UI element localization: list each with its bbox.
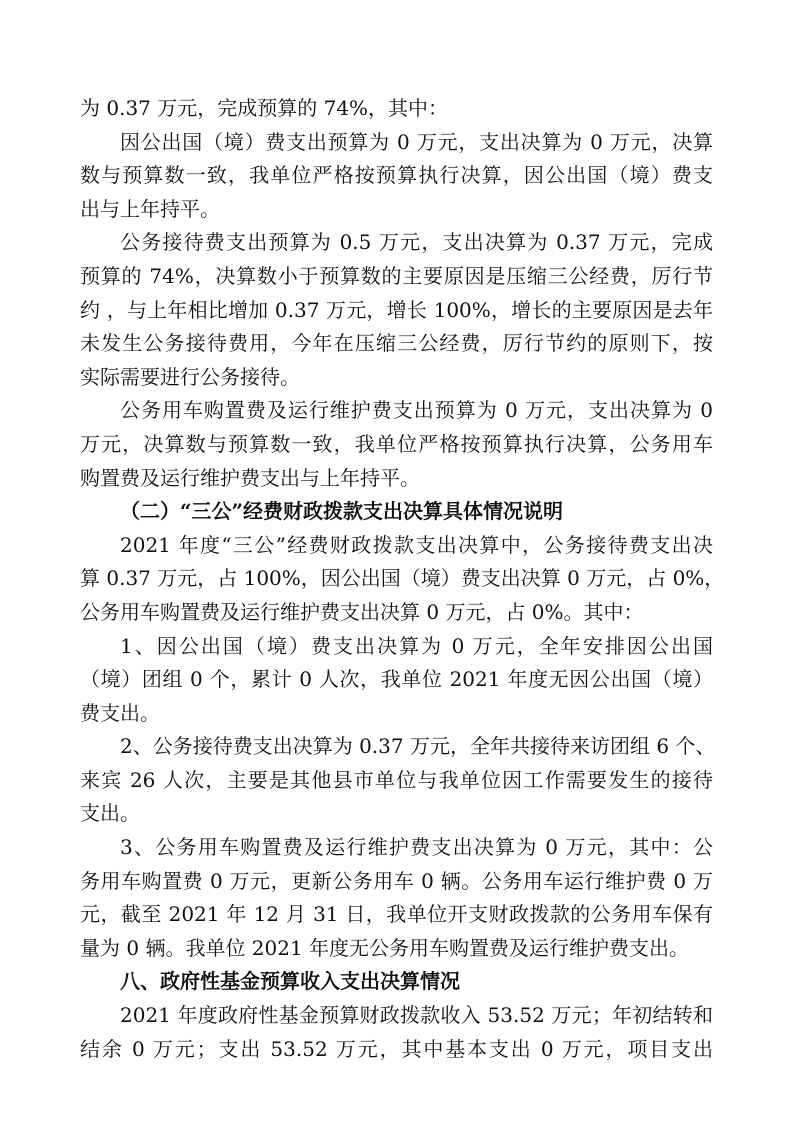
paragraph (80, 630, 713, 731)
text-line: 量为 0 辆。我单位 2021 年度无公务用车购置费及运行维护费支出。 (80, 935, 690, 960)
text-line: 数与预算数一致，我单位严格按预算执行决算，因公出国（境）费支 (80, 163, 713, 188)
text-line: 务用车购置费 0 万元，更新公务用车 0 辆。公务用车运行维护费 0 万 (80, 868, 713, 893)
text-line: 2、公务接待费支出决算为 0.37 万元，全年共接待来访团组 6 个、 (120, 734, 716, 759)
text-line: 购置费及运行维护费支出与上年持平。 (80, 465, 420, 490)
text-line: 结余 0 万元；支出 53.52 万元，其中基本支出 0 万元，项目支出 (80, 1036, 713, 1061)
paragraph (80, 226, 713, 394)
text-line: 万元，决算数与预算数一致，我单位严格按预算执行决算，公务用车 (80, 431, 713, 456)
text-line: 1、因公出国（境）费支出决算为 0 万元，全年安排因公出国 (120, 633, 713, 658)
text-line: 出与上年持平。 (80, 196, 220, 221)
paragraph (80, 126, 713, 227)
text-line: 来宾 26 人次，主要是其他县市单位与我单位因工作需要发生的接待 (80, 767, 713, 792)
paragraph (80, 92, 713, 126)
text-line: 为 0.37 万元，完成预算的 74%，其中： (80, 96, 449, 120)
paragraph (80, 529, 725, 630)
text-line: 3、公务用车购置费及运行维护费支出决算为 0 万元，其中：公 (120, 835, 713, 860)
section-heading (80, 965, 713, 999)
paragraph (80, 831, 713, 965)
text-line: （境）团组 0 个，累计 0 人次，我单位 2021 年度无因公出国（境） (80, 667, 713, 692)
text-line: 费支出。 (80, 700, 160, 725)
text-line: 公务用车购置费及运行维护费支出决算 0 万元，占 0%。其中： (80, 599, 644, 624)
paragraph (80, 999, 713, 1066)
text-line: 实际需要进行公务接待。 (80, 364, 300, 389)
text-line: 公务接待费支出预算为 0.5 万元，支出决算为 0.37 万元，完成 (120, 230, 713, 255)
text-line: 算 0.37 万元，占 100%，因公出国（境）费支出决算 0 万元，占 0%， (80, 566, 725, 591)
paragraph (80, 394, 713, 495)
text-line: 支出。 (80, 801, 140, 826)
text-line: 约 ，与上年相比增加 0.37 万元，增长 100%，增长的主要原因是去年 (80, 297, 713, 322)
text-line: 预算的 74%，决算数小于预算数的主要原因是压缩三公经费，厉行节 (80, 263, 713, 288)
text-line: 未发生公务接待费用，今年在压缩三公经费，厉行节约的原则下，按 (80, 331, 713, 356)
text-line: （二）“三公”经费财政拨款支出决算具体情况说明 (120, 499, 564, 524)
paragraph (80, 730, 716, 831)
text-line: 因公出国（境）费支出预算为 0 万元，支出决算为 0 万元，决算 (120, 129, 713, 154)
text-line: 2021 年度“三公”经费财政拨款支出决算中，公务接待费支出决 (120, 532, 713, 557)
text-line: 元，截至 2021 年 12 月 31 日，我单位开支财政拨款的公务用车保有 (80, 902, 713, 927)
text-line: 公务用车购置费及运行维护费支出预算为 0 万元，支出决算为 0 (120, 398, 713, 423)
text-line: 八、政府性基金预算收入支出决算情况 (120, 969, 460, 994)
text-line: 2021 年度政府性基金预算财政拨款收入 53.52 万元；年初结转和 (120, 1003, 713, 1028)
section-heading (80, 495, 713, 529)
